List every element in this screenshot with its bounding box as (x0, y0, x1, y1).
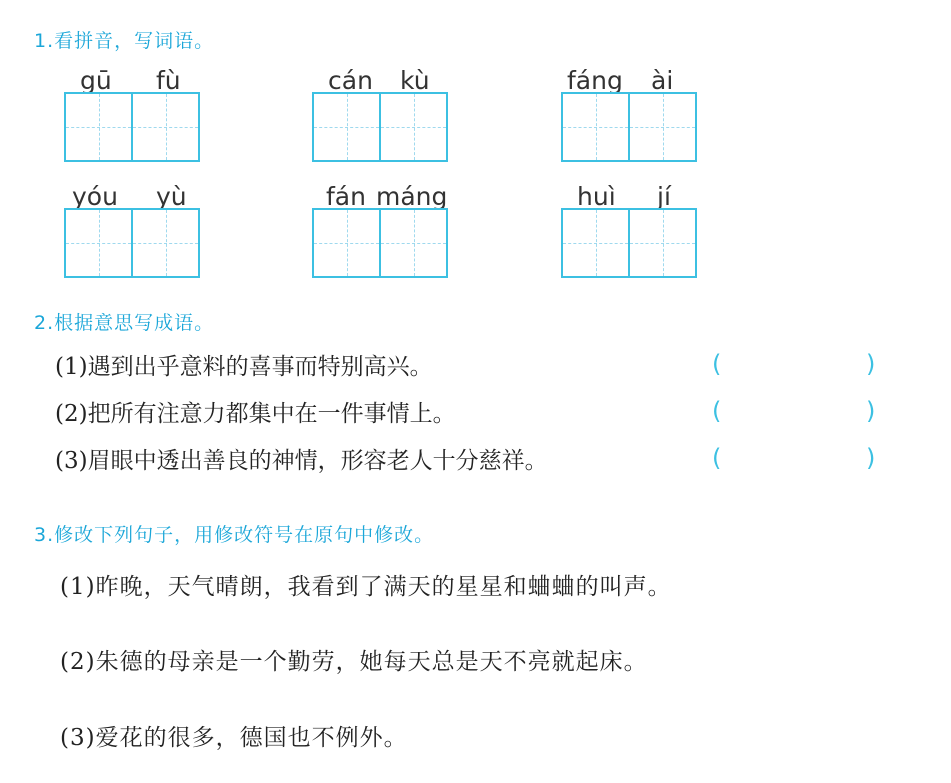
idiom-question-1: (1)遇到出乎意料的喜事而特别高兴。 (55, 354, 433, 380)
answer-paren-close: ) (866, 350, 876, 378)
section-2-heading: 2.根据意思写成语。 (34, 312, 215, 334)
character-box[interactable] (64, 92, 133, 162)
pinyin-syllable: fáng (567, 66, 623, 95)
pinyin-syllable: fán (326, 182, 366, 211)
pinyin-syllable: máng (376, 182, 448, 211)
idiom-question-3: (3)眉眼中透出善良的神情，形容老人十分慈祥。 (55, 448, 548, 474)
answer-paren-close: ) (866, 397, 876, 425)
sentence-1: (1)昨晚，天气晴朗，我看到了满天的星星和蛐蛐的叫声。 (60, 574, 672, 600)
writing-grid[interactable] (561, 208, 697, 274)
character-box[interactable] (630, 208, 697, 278)
idiom-question-2: (2)把所有注意力都集中在一件事情上。 (55, 401, 456, 427)
pinyin-syllable: kù (400, 66, 430, 95)
pinyin-syllable: huì (577, 182, 616, 211)
pinyin-syllable: ài (651, 66, 674, 95)
section-1-heading: 1.看拼音，写词语。 (34, 30, 215, 52)
character-box[interactable] (133, 208, 200, 278)
answer-paren-open: ( (712, 350, 722, 378)
writing-grid[interactable] (312, 92, 448, 158)
pinyin-syllable: cán (328, 66, 373, 95)
character-box[interactable] (381, 92, 448, 162)
answer-paren-open: ( (712, 444, 722, 472)
answer-paren-close: ) (866, 444, 876, 472)
character-box[interactable] (312, 208, 381, 278)
answer-paren-open: ( (712, 397, 722, 425)
pinyin-syllable: jí (657, 182, 671, 211)
character-box[interactable] (312, 92, 381, 162)
pinyin-syllable: yù (156, 182, 187, 211)
character-box[interactable] (133, 92, 200, 162)
character-box[interactable] (64, 208, 133, 278)
writing-grid[interactable] (64, 208, 200, 274)
character-box[interactable] (630, 92, 697, 162)
character-box[interactable] (381, 208, 448, 278)
sentence-2: (2)朱德的母亲是一个勤劳，她每天总是天不亮就起床。 (60, 649, 648, 675)
writing-grid[interactable] (64, 92, 200, 158)
writing-grid[interactable] (561, 92, 697, 158)
section-3-heading: 3.修改下列句子，用修改符号在原句中修改。 (34, 524, 435, 546)
character-box[interactable] (561, 208, 630, 278)
sentence-3: (3)爱花的很多，德国也不例外。 (60, 725, 408, 751)
character-box[interactable] (561, 92, 630, 162)
pinyin-syllable: fù (156, 66, 181, 95)
pinyin-syllable: yóu (72, 182, 118, 211)
pinyin-syllable: gū (80, 66, 112, 95)
writing-grid[interactable] (312, 208, 448, 274)
